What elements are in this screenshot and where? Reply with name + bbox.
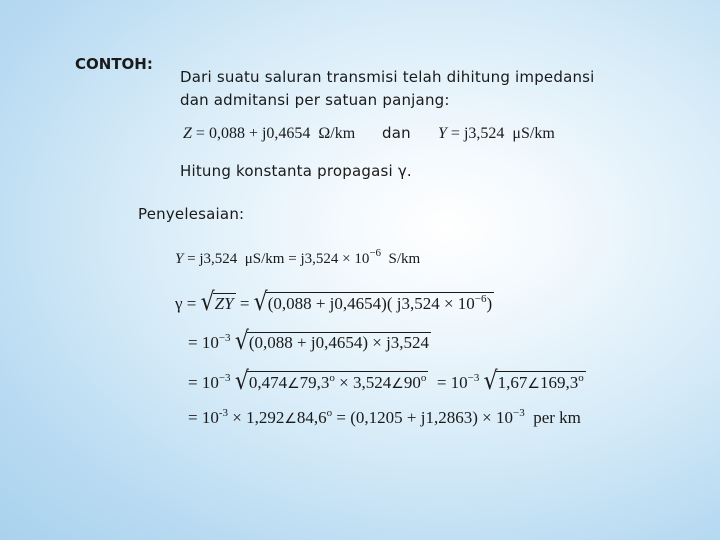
impedance-value: 0,088 + j0,4654: [208, 125, 311, 142]
conv-y-value: j3,524: [199, 251, 238, 267]
step-1-radicand: (0,088 + j0,4654)( j3,524 × 10: [267, 294, 475, 313]
sqrt-icon: √: [234, 367, 249, 396]
degree-mark: o: [578, 372, 584, 384]
sqrt-icon: √: [234, 327, 249, 356]
step-4-mag: × 1,292: [232, 408, 285, 427]
step-3-mag-1: 0,474: [248, 373, 288, 392]
step-3-exp-b: −3: [467, 372, 480, 384]
step-3-ang-1: 79,3: [299, 373, 330, 392]
conv-y-exp: −6: [369, 247, 382, 259]
step-3-mag-3: 1,67: [497, 373, 528, 392]
question-text: Hitung konstanta propagasi γ.: [180, 162, 412, 180]
sqrt-icon: √: [483, 367, 498, 396]
step-4-unit: per km: [533, 408, 581, 427]
sqrt-icon: √: [253, 288, 268, 317]
problem-line-1: Dari suatu saluran transmisi telah dihitung impedansi: [180, 68, 595, 86]
degree-mark: o: [326, 407, 333, 419]
step-1-gamma: γ = √ZY = √(0,088 + j0,4654)( $j3,524 \times 10^{-6}$): [175, 288, 493, 317]
solution-label: Penyelesaian:: [138, 205, 245, 223]
angle-icon: ∠: [284, 412, 297, 427]
step-3-base: 10: [201, 373, 219, 392]
step-4-rect: = (0,1205 + j1,2863) × 10: [336, 408, 513, 427]
admittance-conversion: Y = j3,524 $\mu S/km = j3,524 \times 10^{-6}$ S/km: [175, 247, 421, 267]
problem-line-2: dan admitansi per satuan panjang:: [180, 91, 450, 109]
impedance-equation: Z = 0,088 + j0,4654 Ω/km: [183, 125, 356, 142]
step-1-exp: −6: [474, 293, 487, 305]
admittance-value: j3,524: [463, 125, 505, 142]
angle-icon: ∠: [287, 377, 300, 392]
step-3-ang-3: 169,3: [539, 373, 579, 392]
sqrt-icon: √: [200, 288, 215, 317]
impedance-unit: Ω/km: [318, 125, 356, 142]
step-3: = $10^{-3}$ √0,474∠79,3$^o$ × $3,524\angle 90^o = 10^{-3}$ √1,67∠169,3$^o$: [188, 367, 584, 396]
step-4-exp: -3: [218, 407, 229, 419]
step-2: = $10^{-3}$ √(0,088 + j0,4654) × j3,524: [188, 327, 430, 356]
admittance-unit: μS/km: [512, 125, 555, 142]
step-3-base-b: 10: [450, 373, 468, 392]
conjunction-dan: dan: [382, 124, 411, 142]
step-3-mag-2: × 3,524: [339, 373, 392, 392]
angle-icon: ∠: [391, 377, 404, 392]
step-4-base: 10: [201, 408, 219, 427]
admittance-equation: Y = j3,524 μS/km: [438, 125, 555, 142]
step-4-ang: 84,6: [296, 408, 327, 427]
conv-y-unit: μS/km: [244, 251, 285, 267]
step-2-radicand: (0,088 + j0,4654) × j3,524: [248, 333, 430, 352]
conv-y-mantissa: j3,524 × 10: [300, 251, 370, 267]
step-3-exp: −3: [218, 372, 231, 384]
step-3-ang-2: 90: [403, 373, 421, 392]
step-2-base: 10: [201, 333, 219, 352]
step-4: = $10^{-3}$ × $1,292\angle 84,6^o = (0,1205 + j1,2863) \times 10^{-3}$ per km: [188, 407, 581, 427]
step-4-rect-exp: −3: [512, 407, 525, 419]
conv-y-unit-si: S/km: [388, 251, 421, 267]
degree-mark: o: [329, 372, 335, 384]
step-2-exp: −3: [218, 332, 231, 344]
heading-contoh: CONTOH:: [75, 55, 153, 73]
degree-mark: o: [420, 372, 427, 384]
angle-icon: ∠: [527, 377, 540, 392]
